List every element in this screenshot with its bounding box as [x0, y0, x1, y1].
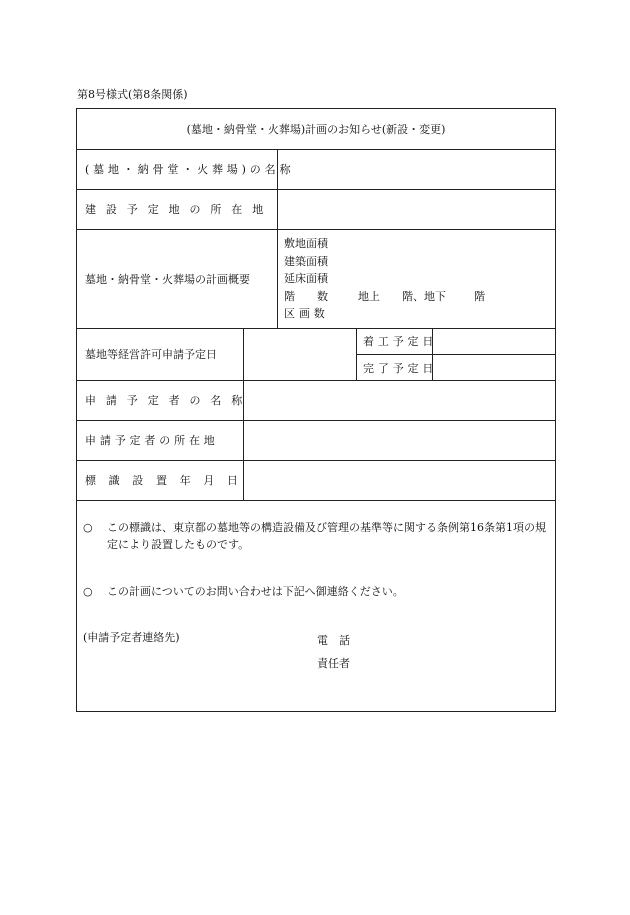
building-area-label: 建築面積 — [284, 254, 328, 268]
plan-overview-label: 墓地・納骨堂・火葬場の計画概要 — [85, 272, 250, 286]
site-location-field — [278, 189, 555, 229]
complete-date-label: 完了予定日 — [363, 361, 438, 375]
bullet-circle-icon: ○ — [83, 585, 93, 598]
bullet-circle-icon: ○ — [83, 521, 93, 534]
contact-fields — [317, 629, 350, 675]
form-title: (墓地・納骨堂・火葬場)計画のお知らせ(新設・変更) — [186, 123, 446, 136]
divider — [77, 500, 555, 501]
complete-date-field — [433, 355, 555, 380]
floors-mid-label: 階、地下 — [402, 289, 446, 303]
start-date-label: 着工予定日 — [363, 335, 438, 348]
divider — [277, 229, 278, 328]
applicant-address-label: 申請予定者の所在地 — [85, 434, 219, 447]
note-item — [83, 519, 549, 553]
floor-area-label: 延床面積 — [284, 272, 328, 285]
floors-line — [284, 288, 485, 306]
person-in-charge-label: 責任者 — [317, 657, 350, 670]
note-text: この標識は、東京都の墓地等の構造設備及び管理の基準等に関する条例第16条第1項の規定により設置したものです。 — [107, 521, 546, 551]
form-number: 第8号様式(第8条関係) — [77, 88, 188, 101]
notice-form — [76, 108, 556, 712]
note-text: この計画についてのお問い合わせは下記へ御連絡ください。 — [107, 585, 404, 598]
sign-date-label: 標識設置年月日 — [85, 474, 251, 487]
applicant-name-label: 申請予定者の名称 — [85, 394, 253, 407]
phone-label: 電 話 — [317, 634, 350, 647]
contact-label: (申請予定者連絡先) — [83, 631, 180, 644]
facility-name-label: (墓地・納骨堂・火葬場)の名称 — [85, 163, 295, 176]
site-location-label: 建設予定地の所在地 — [85, 203, 274, 216]
plots-label: 区画数 — [284, 307, 329, 320]
applicant-address-field — [244, 420, 555, 460]
applicant-name-field — [244, 380, 555, 420]
permit-date-field — [244, 328, 356, 380]
floors-end-label: 階 — [474, 289, 485, 303]
plan-overview-details — [284, 235, 485, 323]
note-item — [83, 583, 549, 600]
sign-date-field — [244, 460, 555, 500]
permit-date-label: 墓地等経営許可申請予定日 — [85, 348, 217, 361]
start-date-field — [433, 328, 555, 354]
floors-label: 階 数 — [284, 289, 328, 303]
facility-name-field — [278, 149, 555, 189]
above-ground-label: 地上 — [358, 289, 380, 303]
notes-section — [83, 519, 549, 600]
site-area-label: 敷地面積 — [284, 237, 328, 250]
